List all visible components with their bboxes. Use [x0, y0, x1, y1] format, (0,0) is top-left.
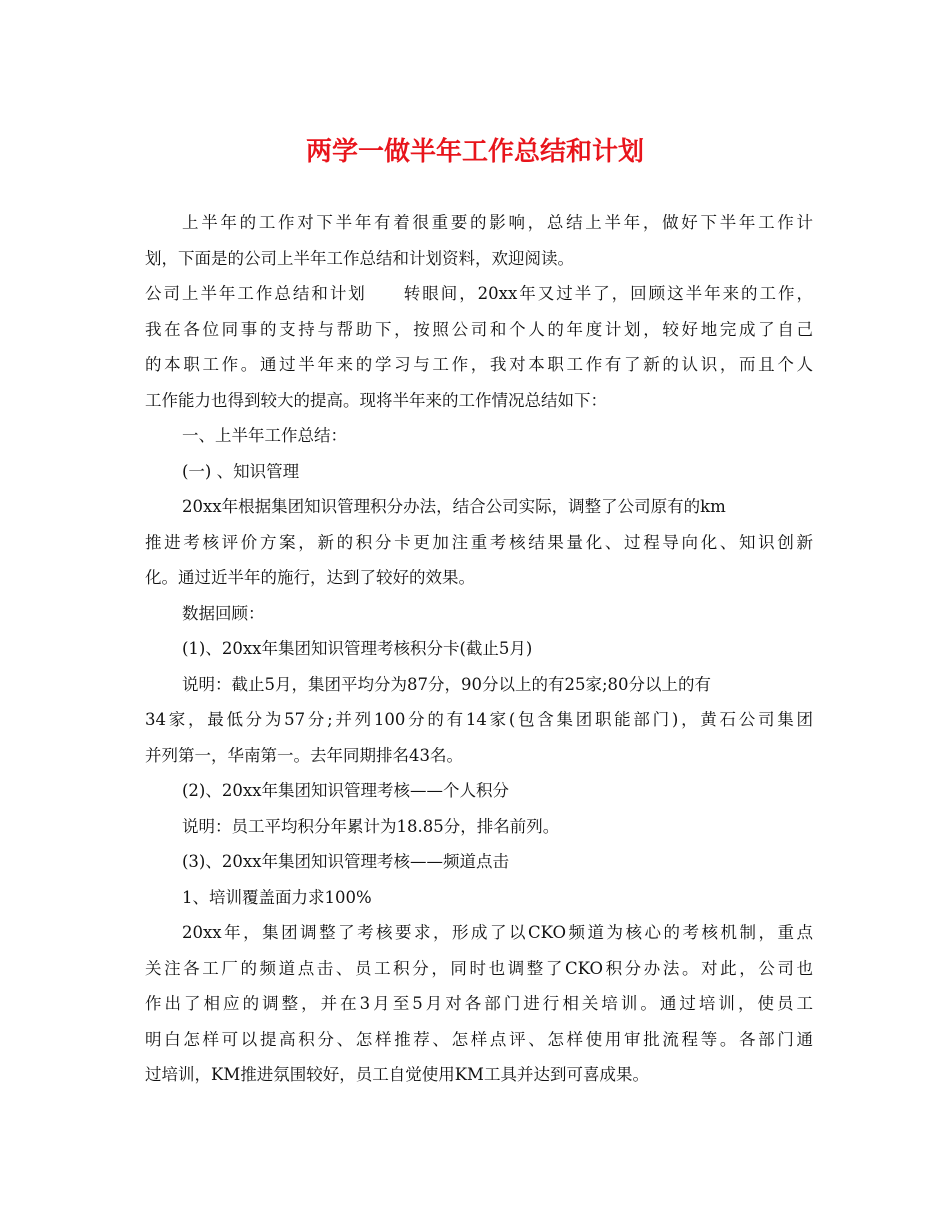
paragraph-line: 作出了相应的调整，并在3月至5月对各部门进行相关培训。通过培训，使员工	[145, 994, 813, 1013]
paragraph-line: 工作能力也得到较大的提高。现将半年来的工作情况总结如下：	[145, 390, 607, 410]
paragraph-line: 推进考核评价方案，新的积分卡更加注重考核结果量化、过程导向化、知识创新	[145, 532, 813, 552]
section-heading: 一、上半年工作总结：	[182, 426, 347, 445]
paragraph-line: 化。通过近半年的施行，达到了较好的效果。	[145, 568, 475, 587]
paragraph-line: 关注各工厂的频道点击、员工积分，同时也调整了CKO积分办法。对此，公司也	[145, 958, 813, 978]
paragraph-line: (2)、20xx年集团知识管理考核——个人积分	[182, 781, 509, 800]
paragraph-line: 数据回顾：	[182, 603, 265, 623]
paragraph-line: 说明：员工平均积分年累计为18.85分，排名前列。	[182, 816, 560, 836]
paragraph-line: 并列第一，华南第一。去年同期排名43名。	[145, 745, 463, 765]
paragraph-line: 上半年的工作对下半年有着很重要的影响，总结上半年，做好下半年工作计	[182, 213, 813, 232]
paragraph-line: 我在各位同事的支持与帮助下，按照公司和个人的年度计划，较好地完成了自己	[145, 319, 813, 339]
subsection-heading: (一) 、知识管理	[182, 461, 300, 481]
paragraph-line: 明白怎样可以提高积分、怎样推荐、怎样点评、怎样使用审批流程等。各部门通	[145, 1029, 813, 1049]
paragraph-line: 公司上半年工作总结和计划 转眼间，20xx年又过半了，回顾这半年来的工作，	[145, 284, 813, 303]
paragraph-line: 1、培训覆盖面力求100%	[182, 887, 372, 907]
paragraph-line: 的本职工作。通过半年来的学习与工作，我对本职工作有了新的认识，而且个人	[145, 355, 813, 374]
paragraph-line: 划，下面是的公司上半年工作总结和计划资料，欢迎阅读。	[145, 248, 574, 268]
paragraph-line: 过培训，KM推进氛围较好，员工自觉使用KM工具并达到可喜成果。	[145, 1065, 649, 1084]
paragraph-line: (3)、20xx年集团知识管理考核——频道点击	[182, 852, 509, 871]
document-body	[145, 205, 813, 1093]
paragraph-line: 20xx年根据集团知识管理积分办法，结合公司实际，调整了公司原有的km	[182, 497, 726, 516]
document-title: 两学一做半年工作总结和计划	[305, 137, 644, 167]
paragraph-line: 34家，最低分为57分;并列100分的有14家(包含集团职能部门)，黄石公司集团	[145, 710, 813, 729]
paragraph-line: (1)、20xx年集团知识管理考核积分卡(截止5月)	[182, 639, 533, 658]
paragraph-line: 20xx年，集团调整了考核要求，形成了以CKO频道为核心的考核机制，重点	[182, 923, 813, 942]
paragraph-line: 说明：截止5月，集团平均分为87分，90分以上的有25家;80分以上的有	[182, 674, 712, 694]
